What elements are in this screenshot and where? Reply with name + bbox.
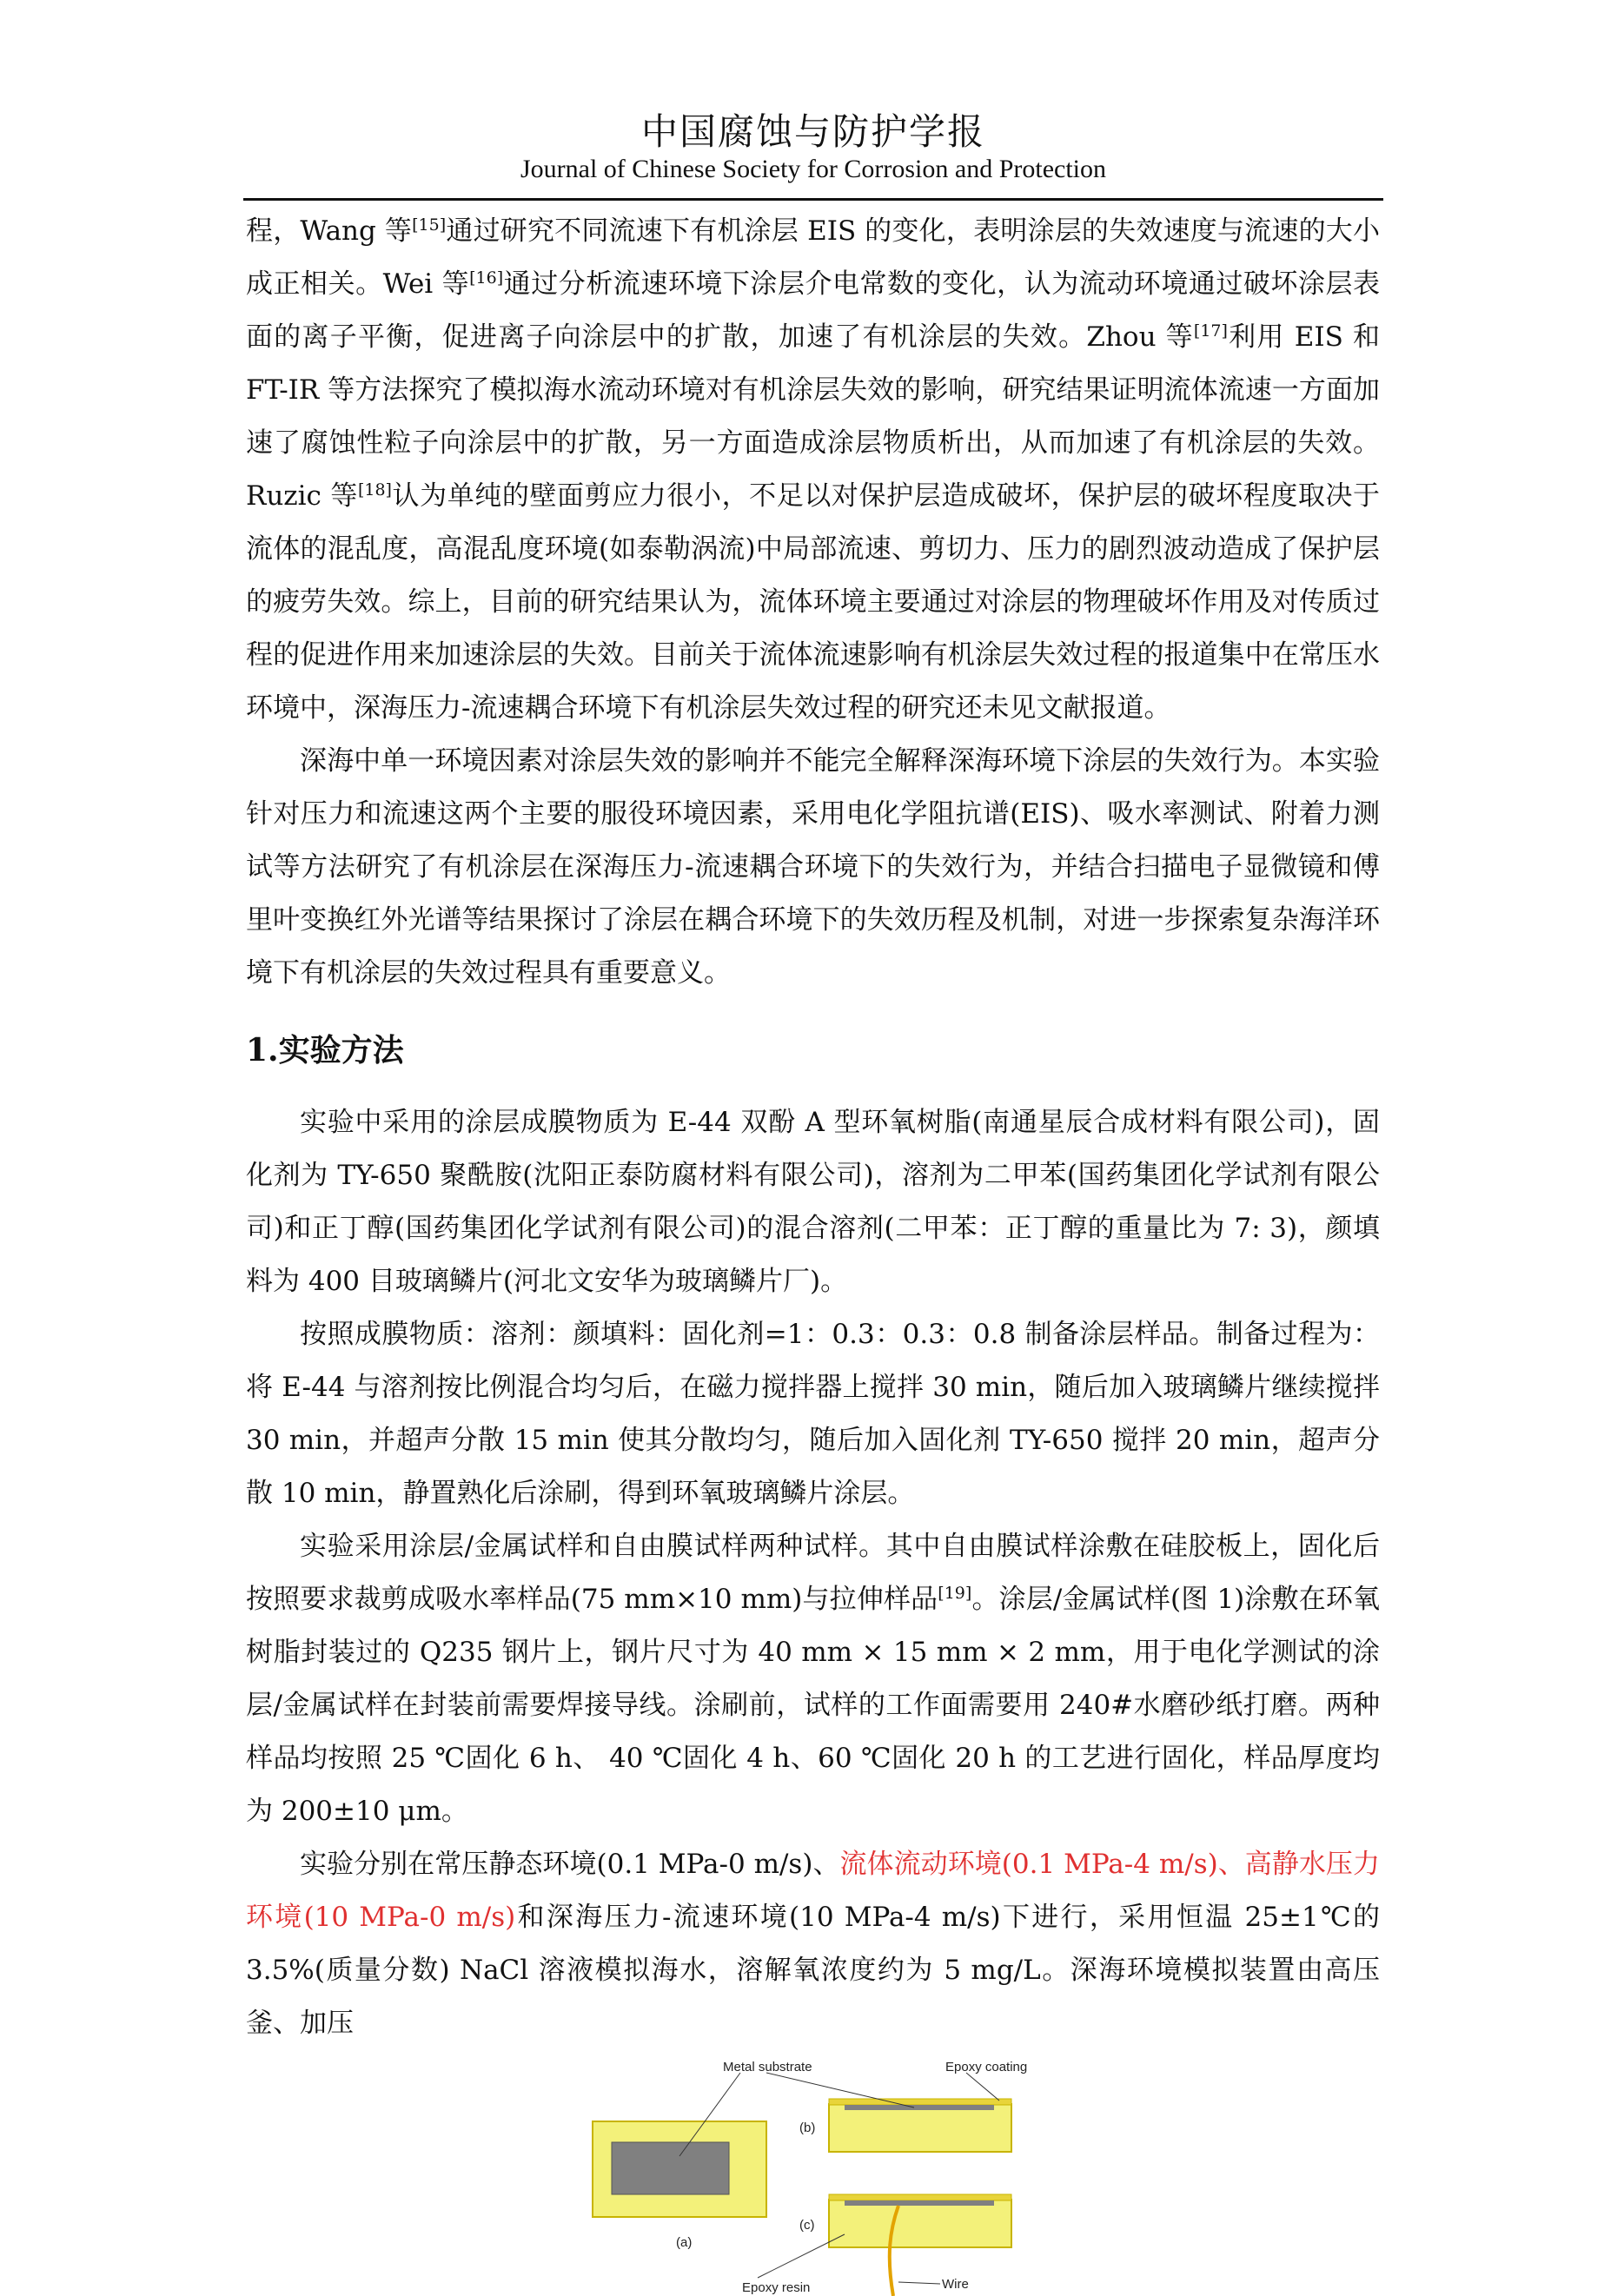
text-run: 利用 EIS 和 FT-IR 等方法探究了模拟海水流动环境对有机涂层失效的影响，研究结果证明流体流速一方面加速了腐蚀性粒子向涂层中的扩散，另一方面造成涂层物质析出，从而加速了有机涂层的失效。Ruzic 等 [246, 321, 1380, 512]
specimen-c-resin [829, 2200, 1011, 2247]
journal-title-cn: 中国腐蚀与防护学报 [640, 110, 985, 153]
leader-resin [758, 2234, 845, 2278]
label-a: (a) [676, 2235, 693, 2250]
text-run: 程，Wang 等 [246, 215, 413, 247]
paragraph-specimens [246, 1520, 1380, 1838]
citation-ref: [16] [469, 268, 504, 288]
specimen-b-resin [829, 2104, 1011, 2152]
paragraph-continued [246, 205, 1380, 735]
text-run: 和深海压力-流速环境(10 MPa-4 m/s)下进行，采用恒温 25±1℃的 3.5%(质量分数) NaCl 溶液模拟海水，溶解氧浓度约为 5 mg/L。深海环境模拟装置由高压釜、加压 [246, 1902, 1380, 2039]
label-c: (c) [799, 2218, 815, 2233]
highlighted-text: 流体流动环境(0.1 MPa-4 m/s)、高静水压力环境(10 MPa-0 m/s) [246, 1849, 1380, 1933]
header-rule [243, 198, 1383, 201]
specimen-c-coating [829, 2194, 1011, 2200]
paragraph-materials: 实验中采用的涂层成膜物质为 E-44 双酚 A 型环氧树脂(南通星辰合成材料有限公司)，固化剂为 TY-650 聚酰胺(沈阳正泰防腐材料有限公司)，溶剂为二甲苯(国药集团化学试剂有限公司)和正丁醇(国药集团化学试剂有限公司)的混合溶剂(二甲苯：正丁醇的重量比为 7: 3)，颜填料为 400 目玻璃鳞片(河北文安华为玻璃鳞片厂)。 [246, 1107, 1380, 1297]
leader-wire [898, 2282, 940, 2284]
text-run: 通过分析流速环境下涂层介电常数的变化，认为流动环境通过破坏涂层表面的离子平衡，促进离子向涂层中的扩散，加速了有机涂层的失效。Zhou 等 [246, 268, 1380, 353]
specimen-b-metal [845, 2105, 994, 2110]
citation-ref: [17] [1193, 321, 1228, 341]
citation-ref: [15] [412, 215, 447, 235]
paragraph-environments [246, 1838, 1380, 2050]
text-run: 。涂层/金属试样(图 1)涂敷在环氧树脂封装过的 Q235 钢片上，钢片尺寸为 40 mm × 15 mm × 2 mm，用于电化学测试的涂层/金属试样在封装前需要焊接导线。涂刷前，试样的工作面需要用 240#水磨砂纸打磨。两种样品均按照 25 ℃固化 6 h、 40 ℃固化 4 h、60 ℃固化 20 h 的工艺进行固化，样品厚度均为 200±10 μm。 [246, 1584, 1380, 1827]
text-run: 实验采用涂层/金属试样和自由膜试样两种试样。其中自由膜试样涂敷在硅胶板上，固化后按照要求裁剪成吸水率样品(75 mm×10 mm)与拉伸样品 [246, 1531, 1380, 1615]
label-metal-substrate: Metal substrate [723, 2061, 812, 2074]
figure-1-specimen-schematic [584, 2061, 1071, 2296]
specimen-c-metal [845, 2200, 994, 2206]
paragraph-preparation: 按照成膜物质：溶剂：颜填料：固化剂=1：0.3：0.3：0.8 制备涂层样品。制备过程为：将 E-44 与溶剂按比例混合均匀后，在磁力搅拌器上搅拌 30 min，随后加入玻璃鳞片继续搅拌 30 min，并超声分散 15 min 使其分散均匀，随后加入固化剂 TY-650 搅拌 20 min，超声分散 10 min，静置熟化后涂刷，得到环氧玻璃鳞片涂层。 [246, 1319, 1380, 1509]
text-run: 实验分别在常压静态环境(0.1 MPa-0 m/s)、 [300, 1849, 840, 1880]
article-body [246, 205, 1380, 2050]
journal-title-en: Journal of Chinese Society for Corrosion and Protection [520, 155, 1107, 184]
paragraph-intro-aim: 深海中单一环境因素对涂层失效的影响并不能完全解释深海环境下涂层的失效行为。本实验针对压力和流速这两个主要的服役环境因素，采用电化学阻抗谱(EIS)、吸水率测试、附着力测试等方法研究了有机涂层在深海压力-流速耦合环境下的失效行为，并结合扫描电子显微镜和傅里叶变换红外光谱等结果探讨了涂层在耦合环境下的失效历程及机制，对进一步探索复杂海洋环境下有机涂层的失效过程具有重要意义。 [246, 745, 1380, 989]
specimen-b-coating [829, 2099, 1011, 2105]
section-heading-methods: 1.实验方法 [246, 1032, 404, 1069]
label-b: (b) [799, 2121, 816, 2135]
label-epoxy-coating: Epoxy coating [945, 2061, 1028, 2074]
leader-coating [966, 2073, 999, 2101]
citation-ref: [19] [938, 1584, 972, 1603]
citation-ref: [18] [357, 480, 392, 500]
text-run: 通过研究不同流速下有机涂层 EIS 的变化，表明涂层的失效速度与流速的大小成正相关。Wei 等 [246, 215, 1380, 300]
journal-header [243, 111, 1383, 185]
label-wire: Wire [942, 2277, 969, 2292]
specimen-a-metal [612, 2142, 729, 2194]
label-epoxy-resin: Epoxy resin [742, 2280, 811, 2295]
text-run: 认为单纯的壁面剪应力很小，不足以对保护层造成破坏，保护层的破坏程度取决于流体的混乱度，高混乱度环境(如泰勒涡流)中局部流速、剪切力、压力的剧烈波动造成了保护层的疲劳失效。综上，目前的研究结果认为，流体环境主要通过对涂层的物理破坏作用及对传质过程的促进作用来加速涂层的失效。目前关于流体流速影响有机涂层失效过程的报道集中在常压水环境中，深海压力-流速耦合环境下有机涂层失效过程的研究还未见文献报道。 [246, 480, 1380, 724]
